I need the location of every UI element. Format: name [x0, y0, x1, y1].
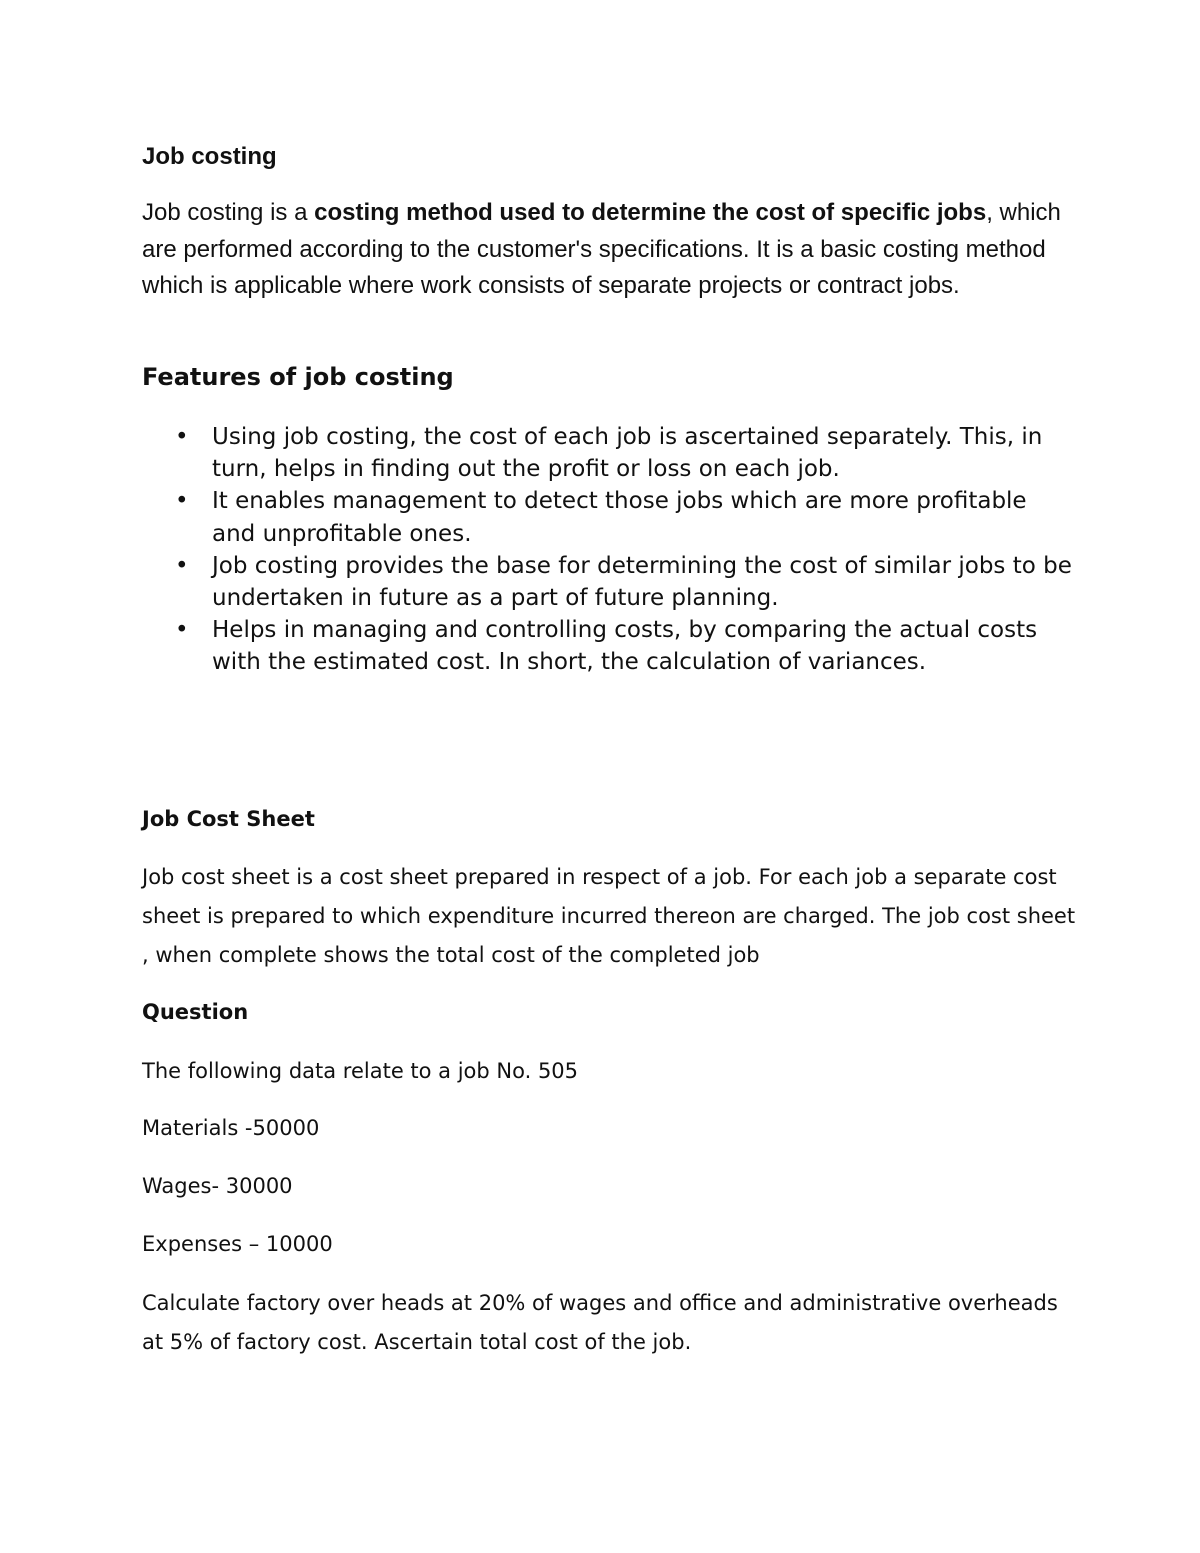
question-task: Calculate factory over heads at 20% of wages and office and administrative overheads at 5% of factory cost. Ascertain total cost of the job. — [142, 1291, 1058, 1354]
features-list — [142, 421, 1072, 679]
list-item — [142, 421, 1072, 485]
page-title: Job costing — [142, 143, 277, 170]
materials-line: Materials -50000 — [142, 1116, 320, 1140]
list-item — [142, 550, 1072, 614]
list-item-text: Using job costing, the cost of each job is ascertained separately. This, in turn, helps in finding out the profit or loss on each job. — [212, 424, 1043, 483]
list-item-text: Helps in managing and controlling costs, by comparing the actual costs with the estimated cost. In short, the calculation of variances. — [212, 617, 1038, 676]
intro-paragraph — [142, 195, 1072, 305]
list-item-text: Job costing provides the base for determining the cost of similar jobs to be undertaken in future as a part of future planning. — [212, 552, 1072, 612]
bullet-icon: • — [175, 488, 189, 515]
job-cost-sheet-paragraph: Job cost sheet is a cost sheet prepared in respect of a job. For each job a separate cost sheet is prepared to which expenditure incurred thereon are charged. The job cost sheet , when complete shows the total cost of the completed job — [142, 865, 1076, 967]
bullet-icon: • — [175, 424, 189, 450]
intro-text-end: , which are performed according to the customer's specifications. It is a basic costing method which is applicable where work consists of separate projects or contract jobs. — [142, 199, 1061, 299]
features-heading: Features of job costing — [142, 363, 454, 391]
expenses-line: Expenses – 10000 — [142, 1232, 333, 1256]
job-cost-sheet-heading: Job Cost Sheet — [142, 807, 315, 831]
list-item — [142, 614, 1072, 678]
bullet-icon: • — [175, 617, 189, 644]
list-item — [142, 485, 1072, 549]
question-heading: Question — [142, 1000, 249, 1024]
wages-line: Wages- 30000 — [142, 1174, 293, 1198]
intro-text-start: Job costing is a — [142, 199, 315, 226]
question-intro: The following data relate to a job No. 505 — [142, 1059, 579, 1083]
intro-definition-bold: costing method used to determine the cost of specific jobs — [314, 199, 987, 226]
bullet-icon: • — [175, 552, 189, 579]
list-item-text: It enables management to detect those jobs which are more profitable and unprofitable ones. — [212, 488, 1027, 547]
